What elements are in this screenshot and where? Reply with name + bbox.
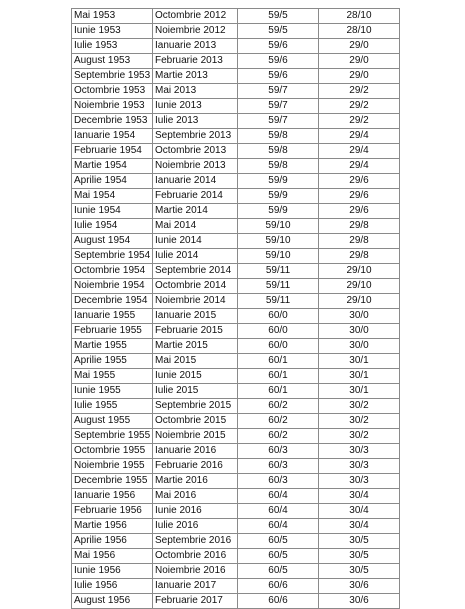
- birth-month-cell: August 1956: [72, 594, 153, 609]
- birth-month-cell: Aprilie 1955: [72, 354, 153, 369]
- table-row: [72, 519, 400, 534]
- standard-age-cell: 59/8: [238, 144, 319, 159]
- birth-month-cell: Decembrie 1955: [72, 474, 153, 489]
- standard-age-cell: 59/10: [238, 234, 319, 249]
- contribution-period-cell: 30/4: [319, 489, 400, 504]
- retirement-date-cell: Octombrie 2014: [153, 279, 238, 294]
- contribution-period-cell: 30/4: [319, 519, 400, 534]
- standard-age-cell: 60/0: [238, 309, 319, 324]
- retirement-table-container: [71, 8, 391, 609]
- contribution-period-cell: 29/6: [319, 189, 400, 204]
- birth-month-cell: Februarie 1954: [72, 144, 153, 159]
- retirement-date-cell: Noiembrie 2013: [153, 159, 238, 174]
- table-row: [72, 534, 400, 549]
- table-row: [72, 219, 400, 234]
- retirement-date-cell: Februarie 2017: [153, 594, 238, 609]
- contribution-period-cell: 29/10: [319, 279, 400, 294]
- retirement-date-cell: Martie 2013: [153, 69, 238, 84]
- birth-month-cell: Ianuarie 1955: [72, 309, 153, 324]
- birth-month-cell: Iunie 1955: [72, 384, 153, 399]
- contribution-period-cell: 30/1: [319, 354, 400, 369]
- contribution-period-cell: 30/0: [319, 309, 400, 324]
- contribution-period-cell: 30/3: [319, 474, 400, 489]
- retirement-date-cell: Mai 2013: [153, 84, 238, 99]
- standard-age-cell: 59/9: [238, 174, 319, 189]
- birth-month-cell: Aprilie 1956: [72, 534, 153, 549]
- standard-age-cell: 60/2: [238, 429, 319, 444]
- birth-month-cell: Mai 1953: [72, 9, 153, 24]
- table-row: [72, 84, 400, 99]
- contribution-period-cell: 30/3: [319, 444, 400, 459]
- table-row: [72, 549, 400, 564]
- standard-age-cell: 59/8: [238, 129, 319, 144]
- retirement-date-cell: Ianuarie 2016: [153, 444, 238, 459]
- table-row: [72, 99, 400, 114]
- birth-month-cell: Ianuarie 1956: [72, 489, 153, 504]
- contribution-period-cell: 29/0: [319, 54, 400, 69]
- retirement-date-cell: Septembrie 2013: [153, 129, 238, 144]
- table-row: [72, 54, 400, 69]
- standard-age-cell: 59/6: [238, 69, 319, 84]
- birth-month-cell: Septembrie 1954: [72, 249, 153, 264]
- contribution-period-cell: 30/6: [319, 594, 400, 609]
- standard-age-cell: 59/9: [238, 189, 319, 204]
- birth-month-cell: Octombrie 1954: [72, 264, 153, 279]
- birth-month-cell: Ianuarie 1954: [72, 129, 153, 144]
- retirement-date-cell: Mai 2016: [153, 489, 238, 504]
- standard-age-cell: 60/6: [238, 594, 319, 609]
- table-row: [72, 309, 400, 324]
- table-row: [72, 144, 400, 159]
- table-row: [72, 429, 400, 444]
- contribution-period-cell: 29/0: [319, 69, 400, 84]
- table-body: [72, 9, 400, 609]
- contribution-period-cell: 30/2: [319, 414, 400, 429]
- table-row: [72, 414, 400, 429]
- table-row: [72, 69, 400, 84]
- table-row: [72, 579, 400, 594]
- retirement-date-cell: Noiembrie 2015: [153, 429, 238, 444]
- retirement-date-cell: Februarie 2013: [153, 54, 238, 69]
- retirement-table: [71, 8, 400, 609]
- retirement-date-cell: Septembrie 2016: [153, 534, 238, 549]
- retirement-date-cell: Iulie 2016: [153, 519, 238, 534]
- table-row: [72, 339, 400, 354]
- contribution-period-cell: 30/2: [319, 399, 400, 414]
- birth-month-cell: Decembrie 1953: [72, 114, 153, 129]
- standard-age-cell: 60/1: [238, 384, 319, 399]
- table-row: [72, 39, 400, 54]
- retirement-date-cell: Noiembrie 2016: [153, 564, 238, 579]
- standard-age-cell: 59/10: [238, 219, 319, 234]
- contribution-period-cell: 29/8: [319, 219, 400, 234]
- contribution-period-cell: 29/0: [319, 39, 400, 54]
- table-row: [72, 369, 400, 384]
- table-row: [72, 159, 400, 174]
- standard-age-cell: 60/3: [238, 474, 319, 489]
- birth-month-cell: Mai 1955: [72, 369, 153, 384]
- standard-age-cell: 59/6: [238, 39, 319, 54]
- birth-month-cell: Martie 1956: [72, 519, 153, 534]
- standard-age-cell: 59/9: [238, 204, 319, 219]
- retirement-date-cell: Februarie 2016: [153, 459, 238, 474]
- birth-month-cell: Decembrie 1954: [72, 294, 153, 309]
- birth-month-cell: Iulie 1956: [72, 579, 153, 594]
- birth-month-cell: Octombrie 1953: [72, 84, 153, 99]
- birth-month-cell: Aprilie 1954: [72, 174, 153, 189]
- table-row: [72, 189, 400, 204]
- retirement-date-cell: Ianuarie 2013: [153, 39, 238, 54]
- contribution-period-cell: 29/6: [319, 204, 400, 219]
- standard-age-cell: 60/4: [238, 489, 319, 504]
- birth-month-cell: Februarie 1956: [72, 504, 153, 519]
- birth-month-cell: Februarie 1955: [72, 324, 153, 339]
- contribution-period-cell: 30/5: [319, 549, 400, 564]
- standard-age-cell: 59/5: [238, 24, 319, 39]
- standard-age-cell: 60/0: [238, 324, 319, 339]
- table-row: [72, 234, 400, 249]
- table-row: [72, 384, 400, 399]
- standard-age-cell: 59/8: [238, 159, 319, 174]
- standard-age-cell: 60/6: [238, 579, 319, 594]
- retirement-date-cell: Februarie 2015: [153, 324, 238, 339]
- standard-age-cell: 59/7: [238, 114, 319, 129]
- table-row: [72, 324, 400, 339]
- retirement-date-cell: Iunie 2014: [153, 234, 238, 249]
- contribution-period-cell: 28/10: [319, 24, 400, 39]
- contribution-period-cell: 29/6: [319, 174, 400, 189]
- table-row: [72, 249, 400, 264]
- standard-age-cell: 59/5: [238, 9, 319, 24]
- retirement-date-cell: Mai 2014: [153, 219, 238, 234]
- standard-age-cell: 60/5: [238, 564, 319, 579]
- retirement-date-cell: Iunie 2016: [153, 504, 238, 519]
- birth-month-cell: Iunie 1953: [72, 24, 153, 39]
- contribution-period-cell: 29/8: [319, 234, 400, 249]
- birth-month-cell: Martie 1954: [72, 159, 153, 174]
- contribution-period-cell: 30/4: [319, 504, 400, 519]
- table-row: [72, 279, 400, 294]
- standard-age-cell: 60/1: [238, 354, 319, 369]
- contribution-period-cell: 30/1: [319, 384, 400, 399]
- table-row: [72, 399, 400, 414]
- contribution-period-cell: 30/6: [319, 579, 400, 594]
- birth-month-cell: Septembrie 1955: [72, 429, 153, 444]
- contribution-period-cell: 29/10: [319, 294, 400, 309]
- contribution-period-cell: 29/4: [319, 159, 400, 174]
- birth-month-cell: Septembrie 1953: [72, 69, 153, 84]
- retirement-date-cell: Iulie 2013: [153, 114, 238, 129]
- contribution-period-cell: 29/2: [319, 84, 400, 99]
- table-row: [72, 114, 400, 129]
- standard-age-cell: 59/7: [238, 84, 319, 99]
- retirement-date-cell: Octombrie 2016: [153, 549, 238, 564]
- table-row: [72, 264, 400, 279]
- birth-month-cell: August 1955: [72, 414, 153, 429]
- retirement-date-cell: Iulie 2014: [153, 249, 238, 264]
- birth-month-cell: August 1953: [72, 54, 153, 69]
- retirement-date-cell: Iunie 2015: [153, 369, 238, 384]
- contribution-period-cell: 30/5: [319, 534, 400, 549]
- standard-age-cell: 60/2: [238, 399, 319, 414]
- retirement-date-cell: Noiembrie 2014: [153, 294, 238, 309]
- standard-age-cell: 60/4: [238, 504, 319, 519]
- retirement-date-cell: Septembrie 2015: [153, 399, 238, 414]
- standard-age-cell: 59/11: [238, 264, 319, 279]
- birth-month-cell: Mai 1954: [72, 189, 153, 204]
- retirement-date-cell: Septembrie 2014: [153, 264, 238, 279]
- standard-age-cell: 59/7: [238, 99, 319, 114]
- table-row: [72, 294, 400, 309]
- retirement-date-cell: Martie 2014: [153, 204, 238, 219]
- retirement-date-cell: Iunie 2013: [153, 99, 238, 114]
- contribution-period-cell: 30/0: [319, 324, 400, 339]
- table-row: [72, 129, 400, 144]
- contribution-period-cell: 29/8: [319, 249, 400, 264]
- contribution-period-cell: 29/10: [319, 264, 400, 279]
- birth-month-cell: Iunie 1954: [72, 204, 153, 219]
- table-row: [72, 459, 400, 474]
- standard-age-cell: 59/10: [238, 249, 319, 264]
- retirement-date-cell: Februarie 2014: [153, 189, 238, 204]
- birth-month-cell: Iulie 1955: [72, 399, 153, 414]
- standard-age-cell: 60/2: [238, 414, 319, 429]
- contribution-period-cell: 30/3: [319, 459, 400, 474]
- standard-age-cell: 60/0: [238, 339, 319, 354]
- standard-age-cell: 60/3: [238, 444, 319, 459]
- retirement-date-cell: Ianuarie 2015: [153, 309, 238, 324]
- birth-month-cell: Iulie 1954: [72, 219, 153, 234]
- contribution-period-cell: 30/0: [319, 339, 400, 354]
- birth-month-cell: Noiembrie 1953: [72, 99, 153, 114]
- contribution-period-cell: 30/1: [319, 369, 400, 384]
- retirement-date-cell: Martie 2015: [153, 339, 238, 354]
- contribution-period-cell: 29/2: [319, 114, 400, 129]
- contribution-period-cell: 30/2: [319, 429, 400, 444]
- birth-month-cell: Iulie 1953: [72, 39, 153, 54]
- retirement-date-cell: Octombrie 2012: [153, 9, 238, 24]
- table-row: [72, 174, 400, 189]
- birth-month-cell: Noiembrie 1955: [72, 459, 153, 474]
- contribution-period-cell: 29/4: [319, 144, 400, 159]
- birth-month-cell: August 1954: [72, 234, 153, 249]
- standard-age-cell: 60/3: [238, 459, 319, 474]
- retirement-date-cell: Ianuarie 2017: [153, 579, 238, 594]
- standard-age-cell: 60/4: [238, 519, 319, 534]
- standard-age-cell: 60/1: [238, 369, 319, 384]
- retirement-date-cell: Octombrie 2015: [153, 414, 238, 429]
- retirement-date-cell: Octombrie 2013: [153, 144, 238, 159]
- birth-month-cell: Noiembrie 1954: [72, 279, 153, 294]
- standard-age-cell: 59/6: [238, 54, 319, 69]
- retirement-date-cell: Mai 2015: [153, 354, 238, 369]
- retirement-date-cell: Ianuarie 2014: [153, 174, 238, 189]
- standard-age-cell: 60/5: [238, 534, 319, 549]
- standard-age-cell: 59/11: [238, 294, 319, 309]
- standard-age-cell: 59/11: [238, 279, 319, 294]
- table-row: [72, 474, 400, 489]
- table-row: [72, 9, 400, 24]
- retirement-date-cell: Noiembrie 2012: [153, 24, 238, 39]
- birth-month-cell: Iunie 1956: [72, 564, 153, 579]
- contribution-period-cell: 29/4: [319, 129, 400, 144]
- table-row: [72, 489, 400, 504]
- table-row: [72, 444, 400, 459]
- retirement-date-cell: Iulie 2015: [153, 384, 238, 399]
- table-row: [72, 594, 400, 609]
- table-row: [72, 504, 400, 519]
- table-row: [72, 564, 400, 579]
- table-row: [72, 354, 400, 369]
- contribution-period-cell: 30/5: [319, 564, 400, 579]
- birth-month-cell: Mai 1956: [72, 549, 153, 564]
- standard-age-cell: 60/5: [238, 549, 319, 564]
- birth-month-cell: Martie 1955: [72, 339, 153, 354]
- contribution-period-cell: 29/2: [319, 99, 400, 114]
- retirement-date-cell: Martie 2016: [153, 474, 238, 489]
- table-row: [72, 24, 400, 39]
- contribution-period-cell: 28/10: [319, 9, 400, 24]
- table-row: [72, 204, 400, 219]
- birth-month-cell: Octombrie 1955: [72, 444, 153, 459]
